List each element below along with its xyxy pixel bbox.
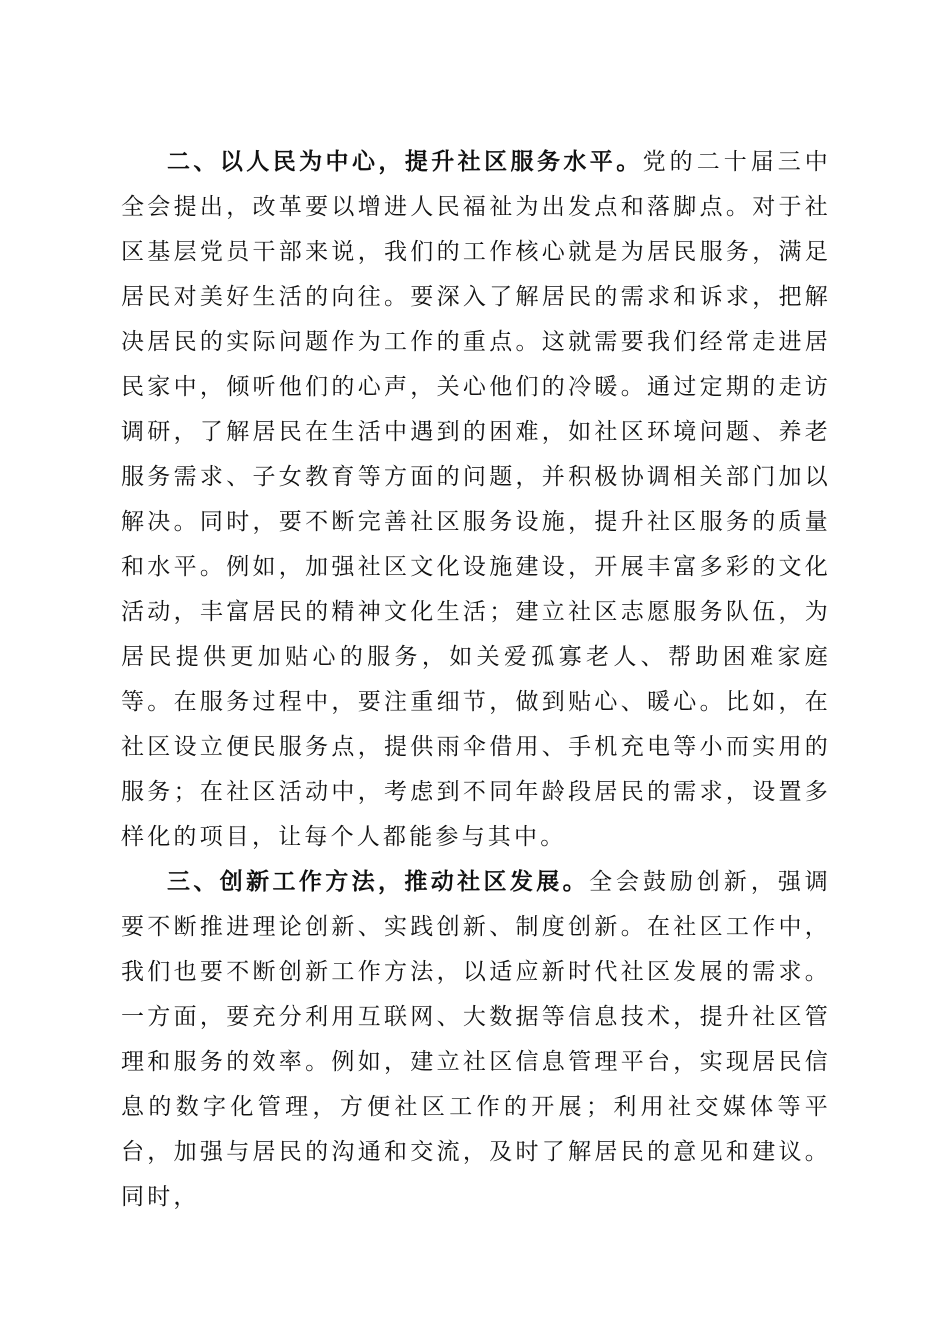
- section-2-heading: 二、以人民为中心，提升社区服务水平。: [167, 149, 643, 175]
- paragraph-section-3: [121, 860, 831, 1220]
- section-2-body: 党的二十届三中全会提出，改革要以增进人民福祉为出发点和落脚点。对于社区基层党员干部来说，我们的工作核心就是为居民服务，满足居民对美好生活的向往。要深入了解居民的需求和诉求，把解决居民的实际问题作为工作的重点。这就需要我们经常走进居民家中，倾听他们的心声，关心他们的冷暖。通过定期的走访调研，了解居民在生活中遇到的困难，如社区环境问题、养老服务需求、子女教育等方面的问题，并积极协调相关部门加以解决。同时，要不断完善社区服务设施，提升社区服务的质量和水平。例如，加强社区文化设施建设，开展丰富多彩的文化活动，丰富居民的精神文化生活；建立社区志愿服务队伍，为居民提供更加贴心的服务，如关爱孤寡老人、帮助困难家庭等。在服务过程中，要注重细节，做到贴心、暖心。比如，在社区设立便民服务点，提供雨伞借用、手机充电等小而实用的服务；在社区活动中，考虑到不同年龄段居民的需求，设置多样化的项目，让每个人都能参与其中。: [121, 149, 831, 850]
- document-body: [121, 140, 831, 1220]
- paragraph-section-2: [121, 140, 831, 860]
- section-3-heading: 三、创新工作方法，推动社区发展。: [167, 869, 589, 895]
- section-3-body: 全会鼓励创新，强调要不断推进理论创新、实践创新、制度创新。在社区工作中，我们也要不断创新工作方法，以适应新时代社区发展的需求。一方面，要充分利用互联网、大数据等信息技术，提升社区管理和服务的效率。例如，建立社区信息管理平台，实现居民信息的数字化管理，方便社区工作的开展；利用社交媒体等平台，加强与居民的沟通和交流，及时了解居民的意见和建议。同时，: [121, 869, 831, 1210]
